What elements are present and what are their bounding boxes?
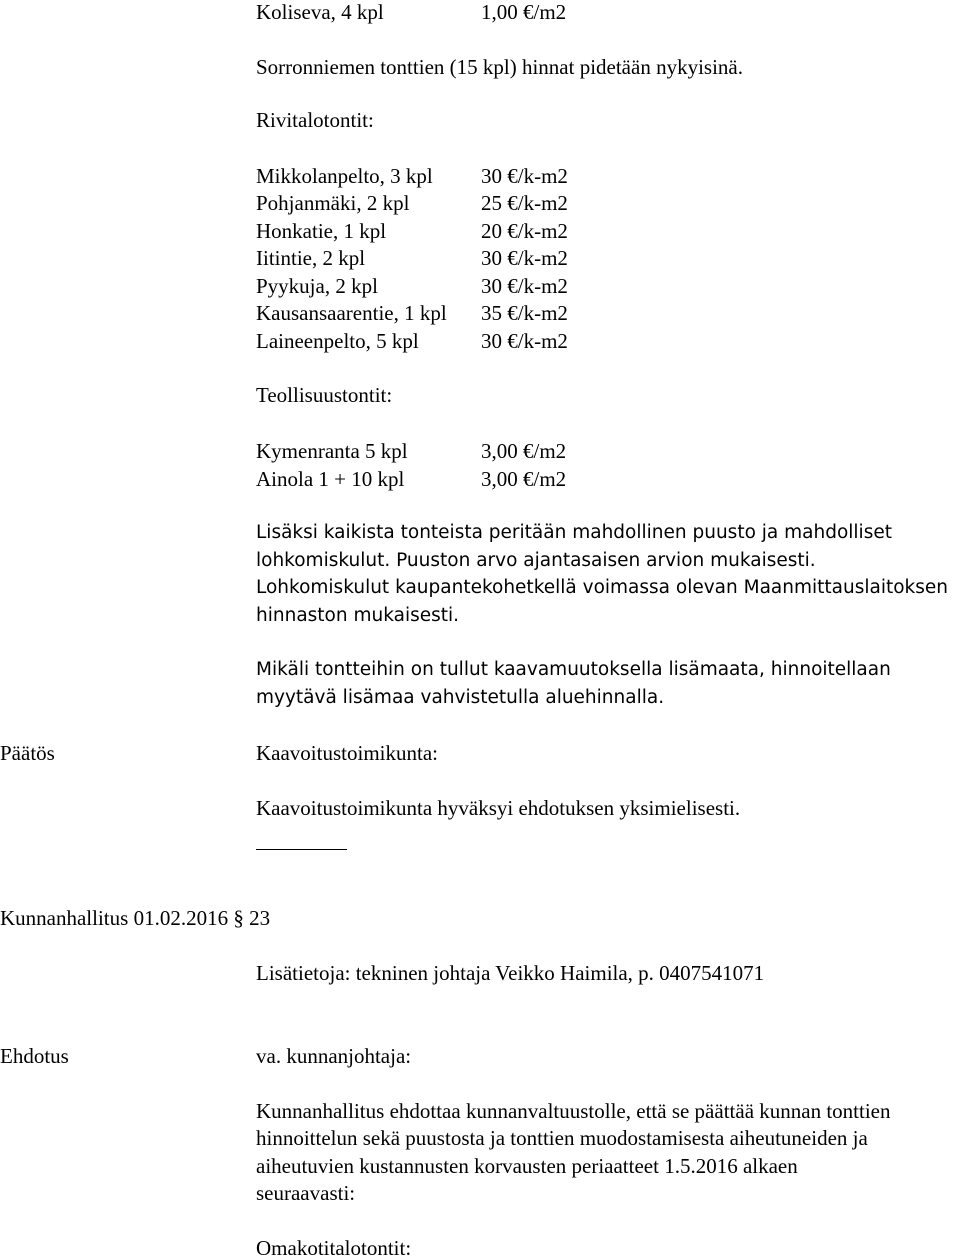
decision-text: Kaavoitustoimikunta hyväksyi ehdotuksen yksimielisesti. [256,796,741,820]
lot-price: 30 €/k-m2 [481,274,568,298]
additional-line: Lohkomiskulut kaupantekohetkellä voimassa olevan Maanmittauslaitoksen [256,577,948,598]
lot-name: Kymenranta 5 kpl [256,439,408,463]
contact-info: Lisätietoja: tekninen johtaja Veikko Haimila, p. 0407541071 [256,961,765,985]
lot-name: Kausansaarentie, 1 kpl [256,301,447,325]
lot-price: 30 €/k-m2 [481,246,568,270]
sorronniemi-note: Sorronniemen tonttien (15 kpl) hinnat pidetään nykyisinä. [256,55,743,79]
section-mark: § [233,906,244,930]
board-meeting-heading [0,908,270,929]
lot-name: Mikkolanpelto, 3 kpl [256,164,433,188]
lot-price: 25 €/k-m2 [481,191,568,215]
additional-line: lohkomiskulut. Puuston arvo ajantasaisen arvion mukaisesti. [256,550,816,571]
lot-price: 30 €/k-m2 [481,164,568,188]
decision-label: Päätös [0,741,55,765]
proposal-label: Ehdotus [0,1044,69,1068]
koliseva-name: Koliseva, 4 kpl [256,0,384,24]
lot-price: 30 €/k-m2 [481,329,568,353]
lot-name: Laineenpelto, 5 kpl [256,329,419,353]
proposal-by: va. kunnanjohtaja: [256,1044,412,1068]
additional-line: hinnaston mukaisesti. [256,605,460,626]
board-meeting-title: Kunnanhallitus 01.02.2016 [0,906,229,930]
lot-name: Iitintie, 2 kpl [256,246,366,270]
lot-name: Pohjanmäki, 2 kpl [256,191,410,215]
extra-land-line: myytävä lisämaa vahvistetulla aluehinnalla. [256,687,665,708]
lot-price: 35 €/k-m2 [481,301,568,325]
lot-name: Pyykuja, 2 kpl [256,274,378,298]
proposal-line: aiheutuvien kustannusten korvausten periaatteet 1.5.2016 alkaen [256,1154,798,1178]
proposal-line: seuraavasti: [256,1181,356,1205]
lot-price: 3,00 €/m2 [481,467,567,491]
detached-house-heading: Omakotitalotontit: [256,1236,412,1260]
lot-name: Honkatie, 1 kpl [256,219,387,243]
row-house-heading: Rivitalotontit: [256,108,374,132]
industrial-heading: Teollisuustontit: [256,383,393,407]
additional-line: Lisäksi kaikista tonteista peritään mahdollinen puusto ja mahdolliset [256,522,892,543]
extra-land-line: Mikäli tontteihin on tullut kaavamuutoksella lisämaata, hinnoitellaan [256,659,891,680]
proposal-line: hinnoittelun sekä puustosta ja tonttien muodostamisesta aiheutuneiden ja [256,1126,868,1150]
section-divider [256,849,347,850]
lot-price: 20 €/k-m2 [481,219,568,243]
koliseva-price: 1,00 €/m2 [481,0,567,24]
lot-name: Ainola 1 + 10 kpl [256,467,405,491]
section-number: 23 [249,906,271,930]
lot-price: 3,00 €/m2 [481,439,567,463]
decision-heading: Kaavoitustoimikunta: [256,741,438,765]
proposal-line: Kunnanhallitus ehdottaa kunnanvaltuustolle, että se päättää kunnan tonttien [256,1099,891,1123]
